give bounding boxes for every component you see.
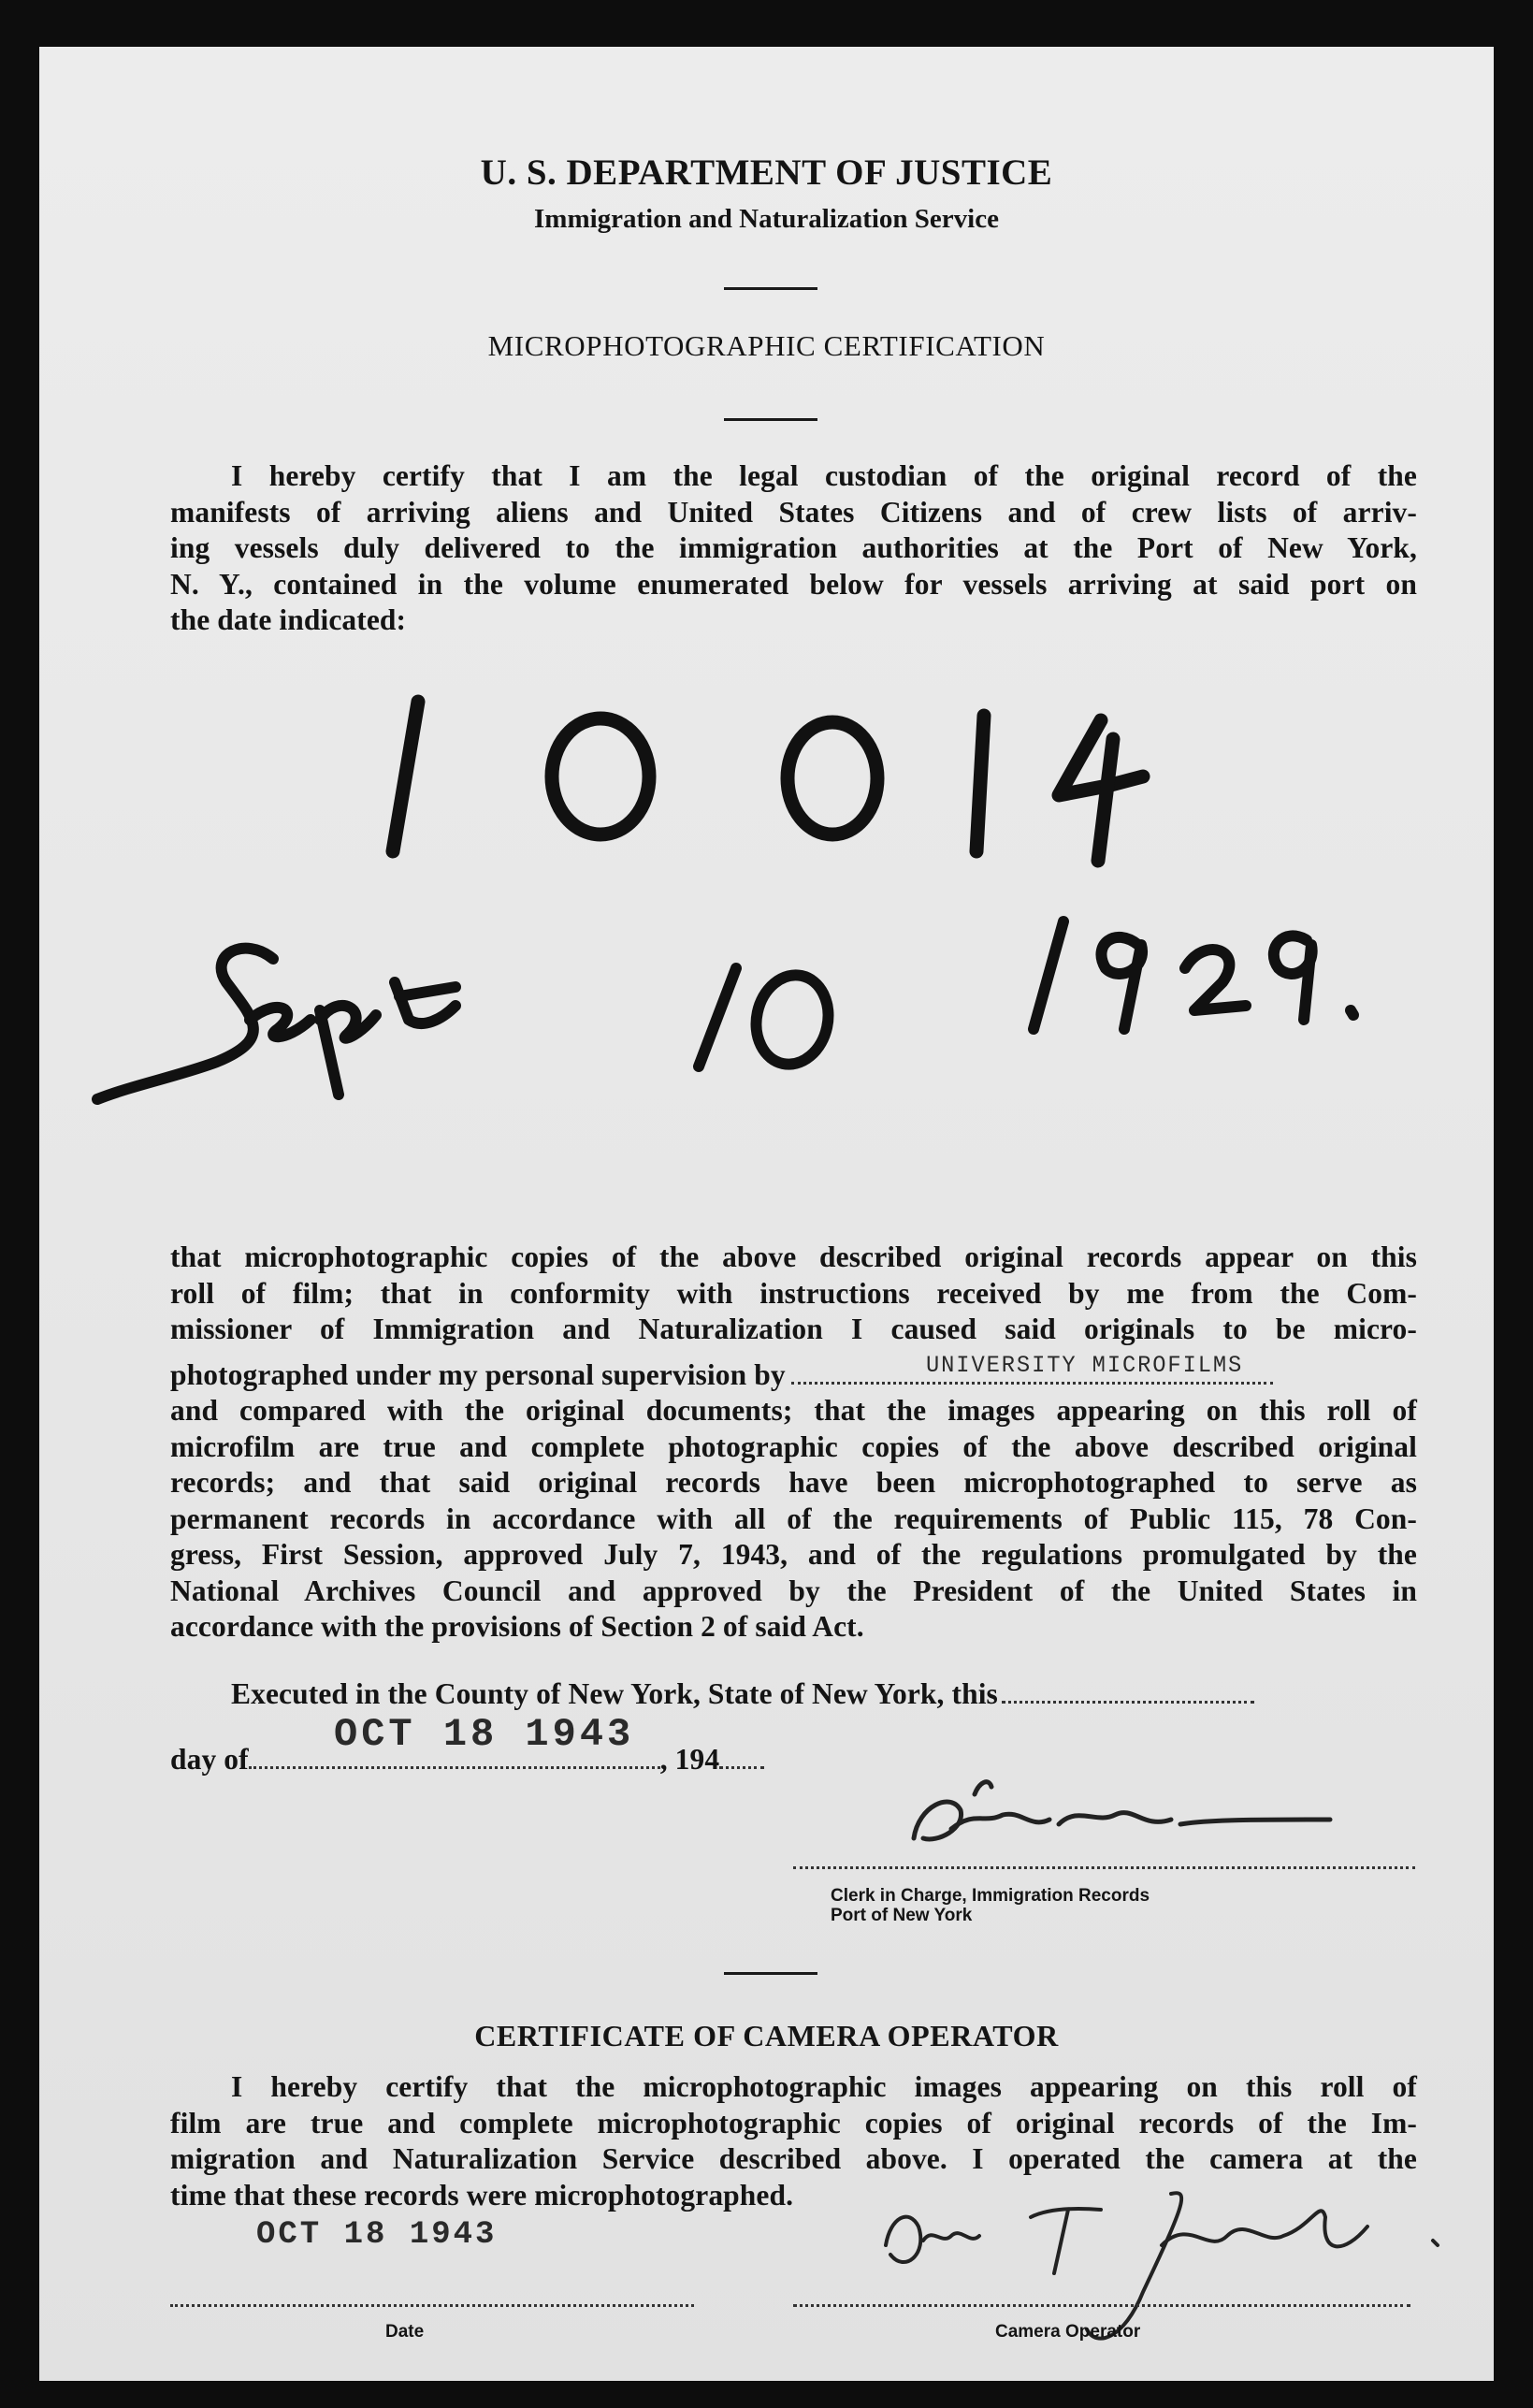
text-fragment: , 194	[659, 1743, 720, 1776]
text-line: time that these records were microphotographed.	[170, 2178, 794, 2212]
camera-date-stamp: OCT 18 1943	[256, 2217, 498, 2253]
execution-date-stamp: OCT 18 1943	[334, 1712, 635, 1757]
clerk-title: Clerk in Charge, Immigration Records	[831, 1886, 1150, 1906]
text-line: migration and Naturalization Service described above. I operated the camera at the	[170, 2142, 1417, 2175]
text-line: film are true and complete microphotographic copies of original records of the Im-	[170, 2106, 1417, 2140]
text-line: I hereby certify that the microphotographic images appearing on this roll of	[231, 2070, 1417, 2103]
date-signature-line	[170, 2304, 694, 2307]
microfilmer-stamp: UNIVERSITY MICROFILMS	[926, 1352, 1244, 1379]
text-line: roll of film; that in conformity with instructions received by me from the Com-	[170, 1276, 1417, 1310]
operator-signature-line	[793, 2304, 1410, 2307]
text-fragment: day of	[170, 1743, 249, 1776]
text-line: the date indicated:	[170, 603, 407, 636]
form-title: MICROPHOTOGRAPHIC CERTIFICATION	[487, 329, 1046, 362]
certificate-sheet	[39, 47, 1494, 2381]
agency-heading: U. S. DEPARTMENT OF JUSTICE	[480, 152, 1053, 193]
clerk-location: Port of New York	[831, 1906, 973, 1925]
text-line: manifests of arriving aliens and United States Citizens and of crew lists of arriv-	[170, 495, 1417, 529]
text-line: ing vessels duly delivered to the immigration authorities at the Port of New York,	[170, 531, 1417, 564]
camera-operator-label: Camera Operator	[995, 2322, 1141, 2342]
text-line: I hereby certify that I am the legal custodian of the original record of the	[231, 459, 1417, 492]
text-line: microfilm are true and complete photographic copies of the above described original	[170, 1429, 1417, 1463]
camera-certificate-heading: CERTIFICATE OF CAMERA OPERATOR	[474, 2019, 1059, 2053]
camera-operator-signature	[39, 47, 1494, 2339]
text-fragment: Executed in the County of New York, State of New York, this	[231, 1677, 998, 1710]
date-label: Date	[385, 2322, 425, 2342]
text-line: missioner of Immigration and Naturalization I caused said originals to be micro-	[170, 1313, 1417, 1345]
text-fragment: photographed under my personal supervision by	[170, 1357, 786, 1391]
text-line: National Archives Council and approved by the President of the United States in	[170, 1574, 1417, 1607]
text-line: N. Y., contained in the volume enumerated below for vessels arriving at said port on	[170, 567, 1417, 601]
text-line: accordance with the provisions of Section 2 of said Act.	[170, 1610, 864, 1643]
text-line: that microphotographic copies of the above described original records appear on this	[170, 1240, 1417, 1273]
service-subheading: Immigration and Naturalization Service	[534, 204, 999, 234]
text-line: permanent records in accordance with all of the requirements of Public 115, 78 Con-	[170, 1501, 1417, 1535]
text-line: and compared with the original documents; that the images appearing on this roll of	[170, 1394, 1417, 1427]
text-line: gress, First Session, approved July 7, 1943, and of the regulations promulgated by the	[170, 1538, 1417, 1571]
text-line: records; and that said original records have been microphotographed to serve as	[170, 1466, 1417, 1499]
